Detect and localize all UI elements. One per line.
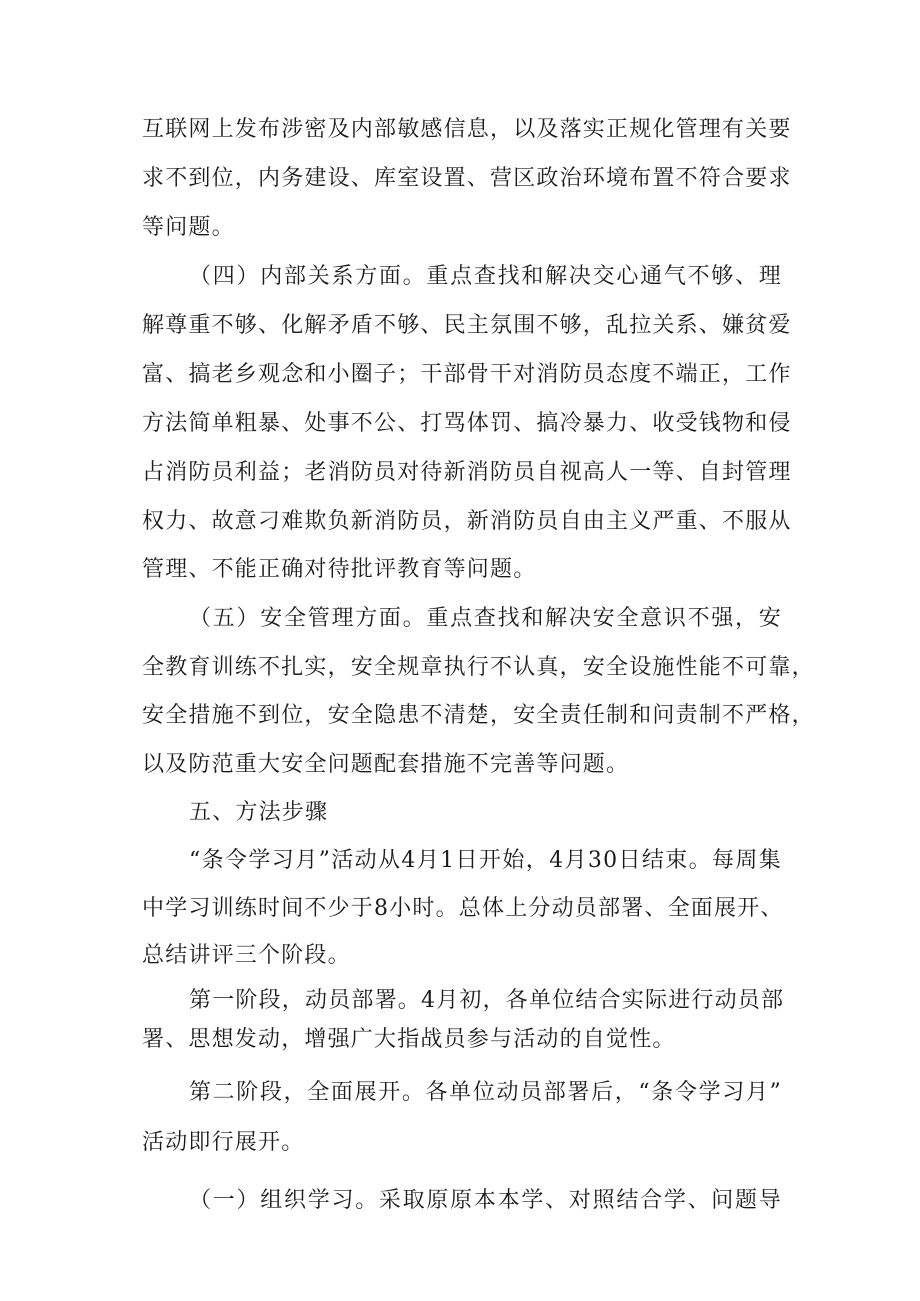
text-line-9: 权力、故意刁难欺负新消防员，新消防员自由主义严重、不服从 — [142, 509, 792, 534]
text-line-17: 中学习训练时间不少于8小时。总体上分动员部署、全面展开、 — [142, 896, 784, 921]
text-line-4: （四）内部关系方面。重点查找和解决交心通气不够、理 — [189, 264, 782, 289]
text-line-7: 方法简单粗暴、处事不公、打骂体罚、搞冷暴力、收受钱物和侵 — [142, 411, 792, 436]
text-line-13: 安全措施不到位，安全隐患不清楚，安全责任制和问责制不严格， — [142, 703, 815, 728]
text-line-1: 互联网上发布涉密及内部敏感信息，以及落实正规化管理有关要 — [142, 117, 792, 142]
text-line-21: 第二阶段，全面展开。各单位动员部署后，“条令学习月” — [189, 1080, 782, 1105]
text-line-20: 署、思想发动，增强广大指战员参与活动的自觉性。 — [142, 1027, 676, 1052]
text-line-22: 活动即行展开。 — [142, 1130, 305, 1155]
text-line-3: 等问题。 — [142, 215, 235, 240]
text-line-2: 求不到位，内务建设、库室设置、营区政治环境布置不符合要求 — [142, 166, 792, 191]
text-line-11: （五）安全管理方面。重点查找和解决安全意识不强，安 — [189, 606, 782, 631]
text-line-5: 解尊重不够、化解矛盾不够、民主氛围不够，乱拉关系、嫌贫爱 — [142, 313, 792, 338]
text-line-10: 管理、不能正确对待批评教育等问题。 — [142, 557, 537, 582]
text-line-14: 以及防范重大安全问题配套措施不完善等问题。 — [142, 752, 630, 777]
text-line-23: （一）组织学习。采取原原本本学、对照结合学、问题导 — [189, 1188, 782, 1213]
section-heading: 五、方法步骤 — [189, 800, 329, 825]
text-line-16: “条令学习月”活动从4月1日开始，4月30日结束。每周集 — [189, 848, 782, 873]
text-line-12: 全教育训练不扎实，安全规章执行不认真，安全设施性能不可靠， — [142, 655, 815, 680]
text-line-19: 第一阶段，动员部署。4月初，各单位结合实际进行动员部 — [189, 988, 785, 1013]
text-line-6: 富、搞老乡观念和小圈子；干部骨干对消防员态度不端正，工作 — [142, 362, 792, 387]
text-line-18: 总结讲评三个阶段。 — [142, 943, 351, 968]
text-line-8: 占消防员利益；老消防员对待新消防员自视高人一等、自封管理 — [142, 460, 792, 485]
